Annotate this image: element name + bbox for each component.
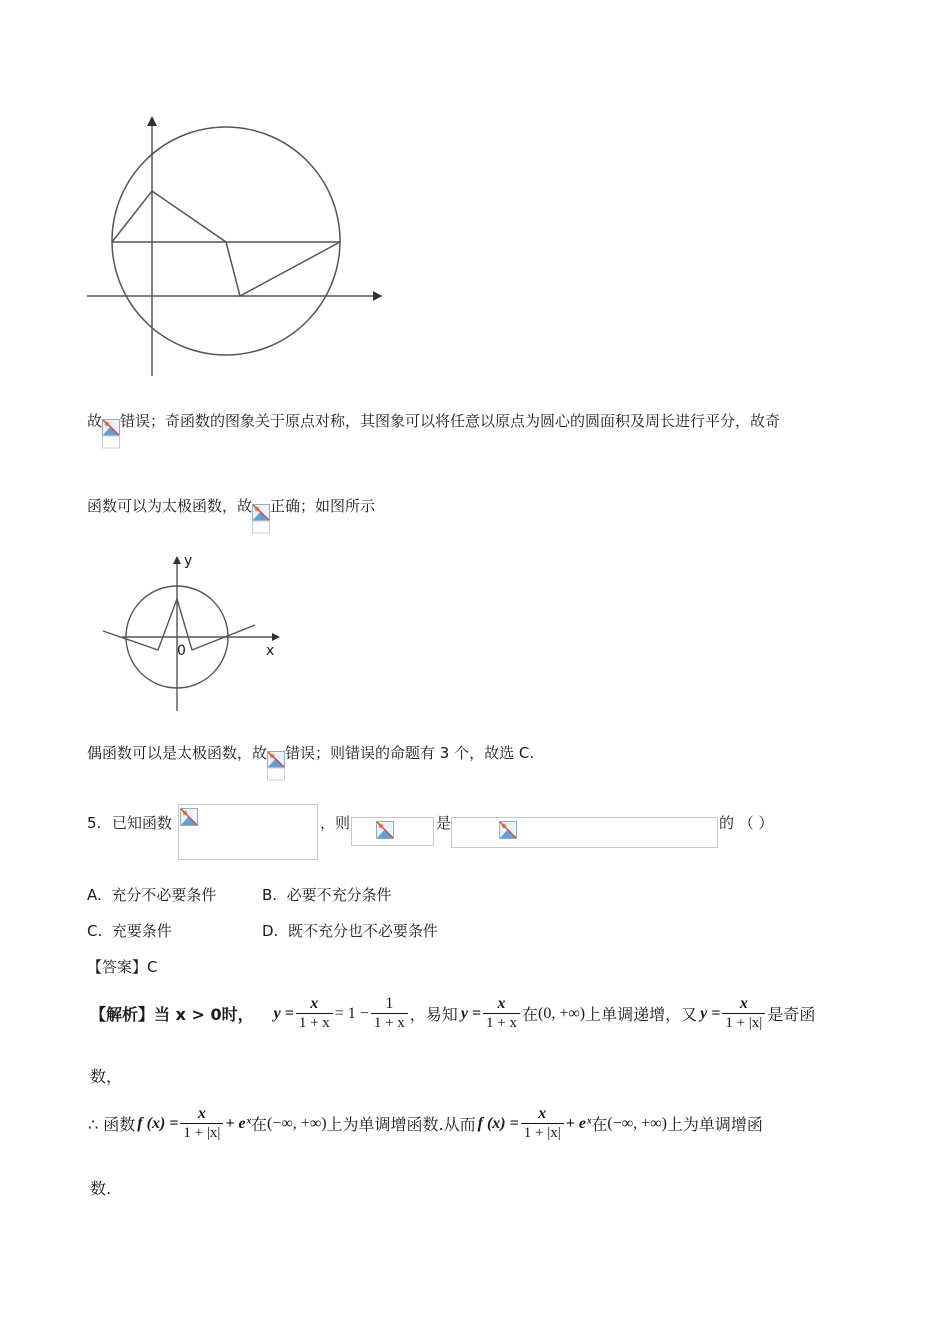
broken-image-icon xyxy=(267,751,285,769)
broken-image-icon xyxy=(252,504,270,522)
fraction: $\frac{x}{1 + x}$ xyxy=(296,995,333,1032)
broken-image-icon xyxy=(376,821,394,839)
option-b: B. 必要不充分条件 xyxy=(262,886,392,904)
para3-prefix: 偶函数可以是太极函数，故 xyxy=(87,744,268,762)
circle xyxy=(112,127,340,355)
fraction: $\frac{x}{1 + |x|}$ xyxy=(180,1105,223,1142)
answer-value: C xyxy=(147,958,158,976)
analysis-line-3: ∴ 函数 f (x) = $\frac{x}{1 + |x|}$ + eˣ 在 (−∞, +∞) 上为单调增函数.从而 f (x) = $\frac{x}{1 + |x|}$ + eˣ 在 (−∞, +∞) 上为单调增函 xyxy=(88,1105,763,1141)
analysis-line-4: 数. xyxy=(90,1179,112,1198)
option-c: C. 充要条件 xyxy=(87,922,172,940)
analysis-label: 【解析】 xyxy=(90,1005,155,1024)
figure-circle-even-function xyxy=(100,553,285,715)
origin-label: 0 xyxy=(177,643,186,659)
fraction: $\frac{x}{1 + |x|}$ xyxy=(722,995,765,1032)
image-placeholder-function xyxy=(178,804,318,860)
question-stem-b: ，则 xyxy=(320,814,351,832)
x-arrow-2 xyxy=(272,633,280,641)
fraction: $\frac{x}{1 + x}$ xyxy=(483,995,520,1032)
analysis-line-1: 【解析】 当 x > 0时， y = $\frac{x}{1 + x}$ = 1 − $\frac{1}{1 + x}$ ，易知 y = $\frac{x}{1 + x}$ 在 (0, +∞) 上单调递增，又 y = $\frac{x}{1 + |x|}$ 是奇函 xyxy=(90,995,816,1031)
option-a: A. 充分不必要条件 xyxy=(87,886,217,904)
para1-prefix: 故 xyxy=(87,412,103,430)
image-placeholder-condition-2 xyxy=(451,817,718,848)
function-graph xyxy=(112,191,340,296)
para1-text: 错误；奇函数的图象关于原点对称，其图象可以将任意以原点为圆心的圆面积及周长进行平分，故奇 xyxy=(120,412,781,430)
paragraph-1 xyxy=(87,405,780,437)
x-axis-label: x xyxy=(266,643,275,659)
fraction: $\frac{x}{1 + |x|}$ xyxy=(521,1105,564,1142)
y-axis-label: y xyxy=(184,553,193,569)
question-stem-c: 是 xyxy=(436,814,452,832)
y-axis-arrow xyxy=(147,116,157,126)
para3-text: 错误；则错误的命题有 3 个，故选 C. xyxy=(285,744,535,762)
y-arrow-2 xyxy=(173,556,181,564)
paragraph-3 xyxy=(87,737,534,769)
broken-image-icon xyxy=(499,821,517,839)
fraction: $\frac{1}{1 + x}$ xyxy=(371,995,408,1032)
question-number: 5. xyxy=(87,814,102,832)
question-stem-d: 的 （ ） xyxy=(719,814,774,832)
answer-line xyxy=(87,957,158,977)
answer-label: 【答案】 xyxy=(87,958,148,976)
para2-text: 正确；如图所示 xyxy=(270,497,376,515)
question-stem-a: 已知函数 xyxy=(112,814,173,832)
paragraph-2 xyxy=(87,490,375,522)
broken-image-icon xyxy=(180,808,198,826)
analysis-line-2: 数， xyxy=(90,1067,123,1086)
para2-prefix: 函数可以为太极函数，故 xyxy=(87,497,253,515)
x-axis-arrow xyxy=(373,291,382,301)
figure-circle-odd-function xyxy=(80,110,400,385)
broken-image-icon xyxy=(102,419,120,437)
option-d: D. 既不充分也不必要条件 xyxy=(262,922,438,940)
